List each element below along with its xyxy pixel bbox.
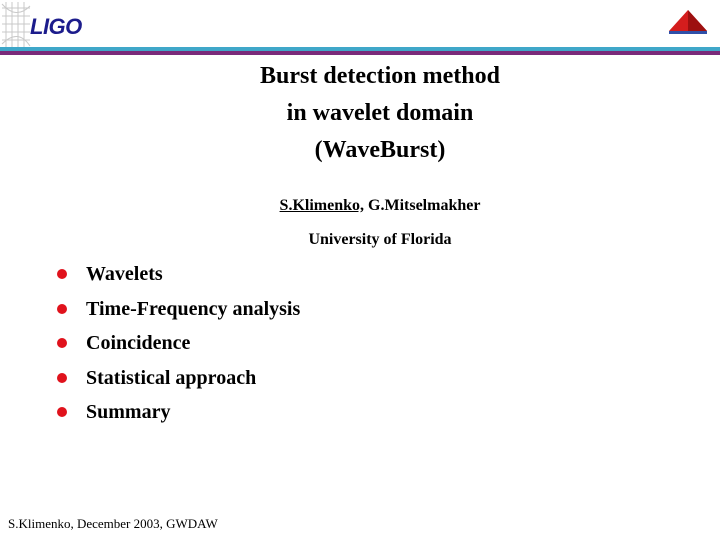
- author-secondary: G.Mitselmakher: [368, 197, 481, 214]
- slide-title: [0, 58, 720, 169]
- affiliation: University of Florida: [308, 231, 452, 248]
- bullet-label: Summary: [86, 401, 171, 423]
- bullet-label: Statistical approach: [86, 366, 257, 389]
- title-line-1: Burst detection method: [260, 63, 500, 89]
- ligo-logo: [0, 0, 96, 50]
- bullet-dot-icon: [57, 338, 67, 348]
- title-line-2: in wavelet domain: [286, 100, 474, 126]
- bullet-dot-icon: [57, 304, 67, 314]
- logo-text: LIGO: [30, 14, 82, 39]
- bullet-dot-icon: [57, 373, 67, 383]
- header-bar-purple: [0, 51, 720, 55]
- title-line-3: (WaveBurst): [314, 137, 446, 163]
- bullet-label: Time-Frequency analysis: [86, 297, 301, 320]
- bullet-dot-icon: [57, 269, 67, 279]
- triangle-logo-icon: [668, 9, 708, 35]
- bullet-dot-icon: [57, 407, 67, 417]
- author-primary: S.Klimenko,: [279, 197, 365, 214]
- bullet-label: Coincidence: [86, 332, 191, 354]
- authors: [0, 197, 720, 215]
- bullet-label: Wavelets: [86, 263, 163, 285]
- footer-text: S.Klimenko, December 2003, GWDAW: [8, 516, 218, 531]
